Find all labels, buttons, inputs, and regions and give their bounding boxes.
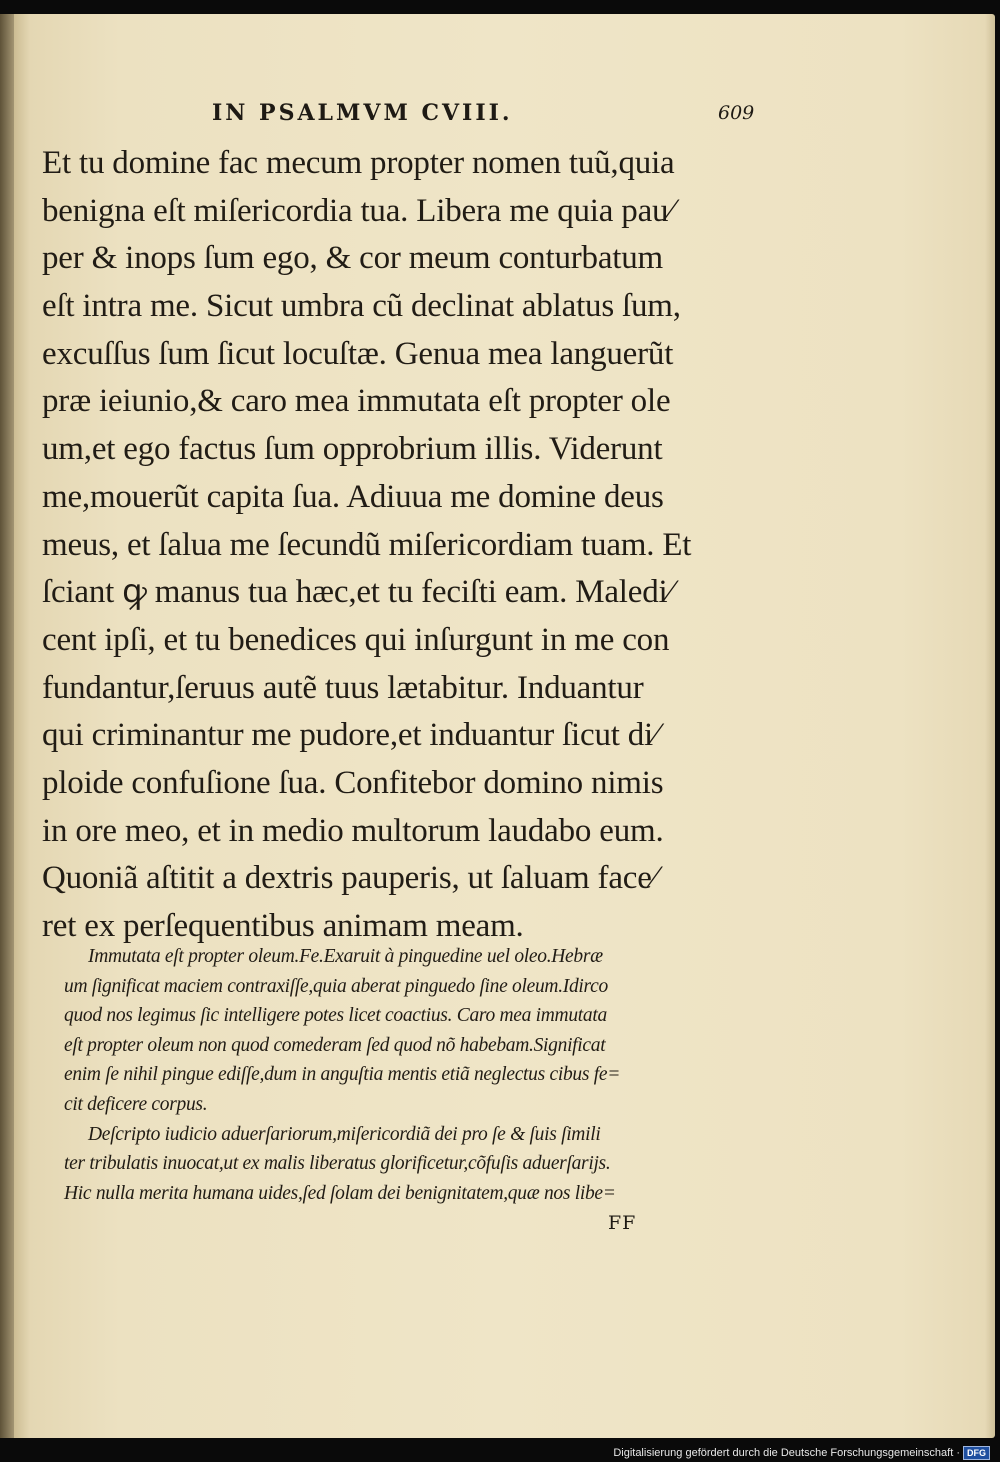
commentary-line: Hic nulla merita humana uides,ſed ſolam dei benignitatem,quæ nos libe= — [64, 1182, 616, 1204]
text-line: per & inops ſum ego, & cor meum conturbatum — [42, 240, 664, 277]
text-line: in ore meo, et in medio multorum laudabo eum. — [42, 812, 664, 849]
commentary-line: Immutata eſt propter oleum.Fe.Exaruit à pinguedine uel oleo.Hebræ — [88, 946, 603, 967]
commentary-line: ter tribulatis inuocat,ut ex malis liberatus glorificetur,cõfuſis aduerſarijs. — [64, 1153, 611, 1175]
funding-credit — [613, 1446, 990, 1460]
text-line: um,et ego factus ſum opprobrium illis. Viderunt — [42, 431, 663, 468]
page-gutter-edge — [0, 14, 14, 1438]
text-line: Et tu domine fac mecum propter nomen tuũ,quia — [42, 145, 675, 181]
commentary-line: eſt propter oleum non quod comederam ſed quod nõ habebam.Significat — [64, 1034, 606, 1056]
commentary-line: Deſcripto iudicio aduerſariorum,miſericordiã dei pro ſe & ſuis ſimili — [88, 1123, 601, 1145]
commentary-line: cit deficere corpus. — [64, 1093, 208, 1115]
text-line: eſt intra me. Sicut umbra cũ declinat ablatus ſum, — [42, 288, 681, 325]
folio-number: 609 — [718, 102, 755, 124]
commentary-line: quod nos legimus ſic intelligere potes licet coactius. Caro mea immutata — [64, 1005, 607, 1027]
text-line: Quoniã aſtitit a dextris pauperis, ut ſaluam face⁄ — [42, 860, 657, 897]
text-line: ſciant ꝙ manus tua hæc,et tu feciſti eam. Maledi⁄ — [42, 574, 673, 611]
funding-text: Digitalisierung gefördert durch die Deutsche Forschungsgemeinschaft · — [613, 1447, 960, 1459]
psalm-text — [42, 140, 722, 951]
text-line: me,mouerũt capita ſua. Adiuua me domine deus — [42, 478, 664, 515]
commentary-line: enim ſe nihil pingue ediſſe,dum in anguſtia mentis etiã neglectus cibus fe= — [64, 1064, 621, 1086]
running-head: IN PSALMVM CVIII. — [212, 100, 513, 126]
text-line: cent ipſi, et tu benedices qui inſurgunt in me con — [42, 621, 670, 658]
text-line: fundantur,ſeruus autẽ tuus lætabitur. Induantur — [42, 669, 644, 706]
text-line: excuſſus ſum ſicut locuſtæ. Genua mea languerũt — [42, 335, 674, 372]
commentary-line: um ſignificat maciem contraxiſſe,quia aberat pinguedo ſine oleum.Idirco — [64, 975, 608, 997]
dfg-logo: DFG — [963, 1446, 990, 1460]
text-line: ploide confuſione ſua. Confitebor domino nimis — [42, 764, 664, 801]
text-line: qui criminantur me pudore,et induantur ſicut di⁄ — [42, 717, 659, 754]
text-line: præ ieiunio,& caro mea immutata eſt propter ole — [42, 383, 671, 420]
commentary-block — [64, 942, 728, 1208]
text-line: benigna eſt miſericordia tua. Libera me quia pau⁄ — [42, 192, 674, 229]
text-line: meus, et ſalua me ſecundũ miſericordiam tuam. Et — [42, 526, 692, 563]
text-line: ret ex perſequentibus animam meam. — [42, 908, 524, 944]
signature-mark: FF — [608, 1212, 637, 1234]
book-page — [0, 14, 995, 1438]
